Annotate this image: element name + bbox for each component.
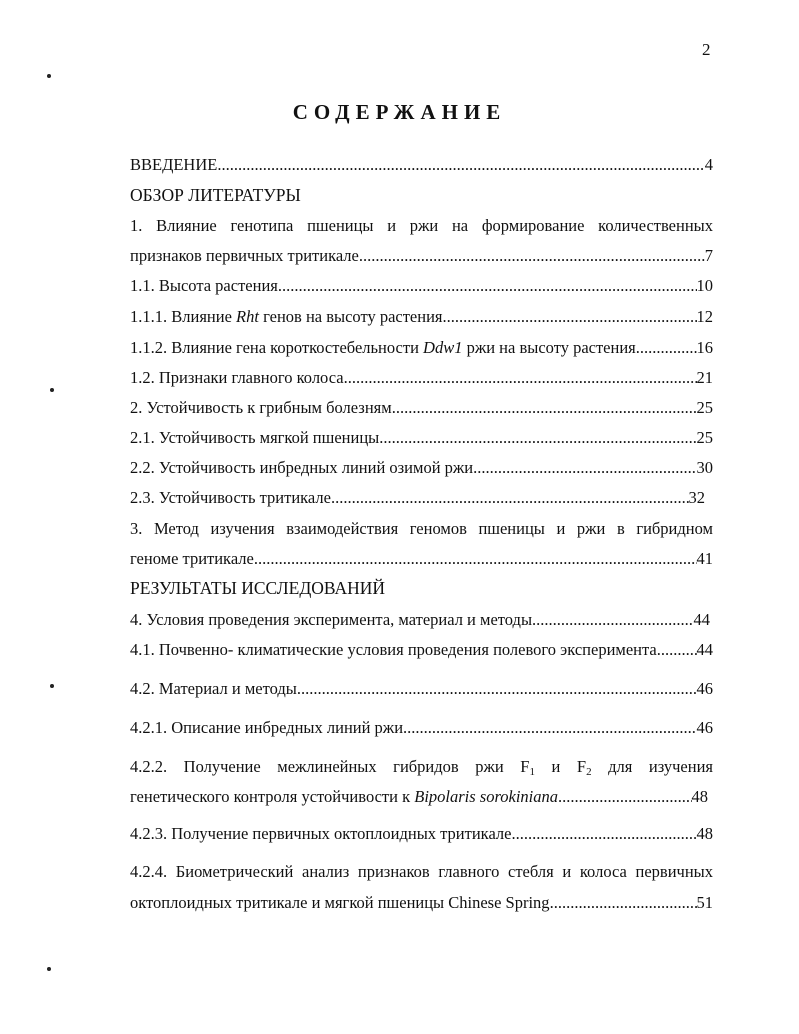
toc-entry-chapter-2: 2. Устойчивость к грибным болезням ..... 25: [130, 398, 713, 418]
scan-speck: [47, 74, 51, 78]
toc-entry-1-1-2: 1.1.2. Влияние гена короткостебельности Ddw1 ржи на высоту растения ..... 16: [130, 338, 713, 358]
toc-entry-chapter-4: 4. Условия проведения эксперимента, материал и методы ..... 44: [130, 610, 710, 630]
toc-entry-4-1: 4.1. Почвенно- климатические условия проведения полевого эксперимента. ..... 44: [130, 640, 713, 660]
toc-entry-chapter-3-cont: геноме тритикале. ..... 41: [130, 549, 713, 569]
toc-entry-4-2-2: 4.2.2. Получение межлинейных гибридов ржи $F_1$ и $F_2$ для изучения: [130, 757, 713, 777]
toc-entry-2-3: 2.3. Устойчивость тритикале ..... 32: [130, 488, 705, 508]
toc-entry-4-2: 4.2. Материал и методы ..... 46: [130, 679, 713, 699]
toc-entry-1-2: 1.2. Признаки главного колоса ..... 21: [130, 368, 713, 388]
scan-speck: [50, 684, 54, 688]
toc-entry-1-1-1: 1.1.1. Влияние Rht генов на высоту растения ..... 12: [130, 307, 713, 327]
toc-entry-2-1: 2.1. Устойчивость мягкой пшеницы ..... 25: [130, 428, 713, 448]
toc-entry-chapter-1-cont: признаков первичных тритикале ..... 7: [130, 246, 713, 266]
toc-entry-4-2-1: 4.2.1. Описание инбредных линий ржи ..... 46: [130, 718, 713, 738]
toc-section-results: РЕЗУЛЬТАТЫ ИССЛЕДОВАНИЙ: [130, 578, 386, 598]
toc-entry-4-2-4: 4.2.4. Биометрический анализ признаков главного стебля и колоса первичных: [130, 862, 713, 881]
toc-entry-4-2-3: 4.2.3. Получение первичных октоплоидных тритикале ..... 48: [130, 824, 713, 844]
toc-entry-4-2-2-cont: генетического контроля устойчивости к Bipolaris sorokiniana ..... 48: [130, 787, 708, 807]
toc-entry-2-2: 2.2. Устойчивость инбредных линий озимой ржи ..... 30: [130, 458, 713, 478]
toc-entry-4-2-4-cont: октоплоидных тритикале и мягкой пшеницы Chinese Spring ..... 51: [130, 893, 713, 913]
toc-entry-chapter-1: 1. Влияние генотипа пшеницы и ржи на формирование количественных: [130, 216, 713, 235]
page-title: СОДЕРЖАНИЕ: [292, 100, 507, 124]
scan-speck: [50, 388, 54, 392]
scan-speck: [47, 967, 51, 971]
toc-entry-chapter-3: 3. Метод изучения взаимодействия геномов пшеницы и ржи в гибридном: [130, 519, 713, 538]
toc-entry-introduction: ВВЕДЕНИЕ ..... 4: [130, 155, 713, 175]
page-number: 2: [702, 40, 711, 59]
toc-entry-1-1: 1.1. Высота растения ..... 10: [130, 276, 713, 296]
toc-section-literature-review: ОБЗОР ЛИТЕРАТУРЫ: [130, 185, 301, 205]
